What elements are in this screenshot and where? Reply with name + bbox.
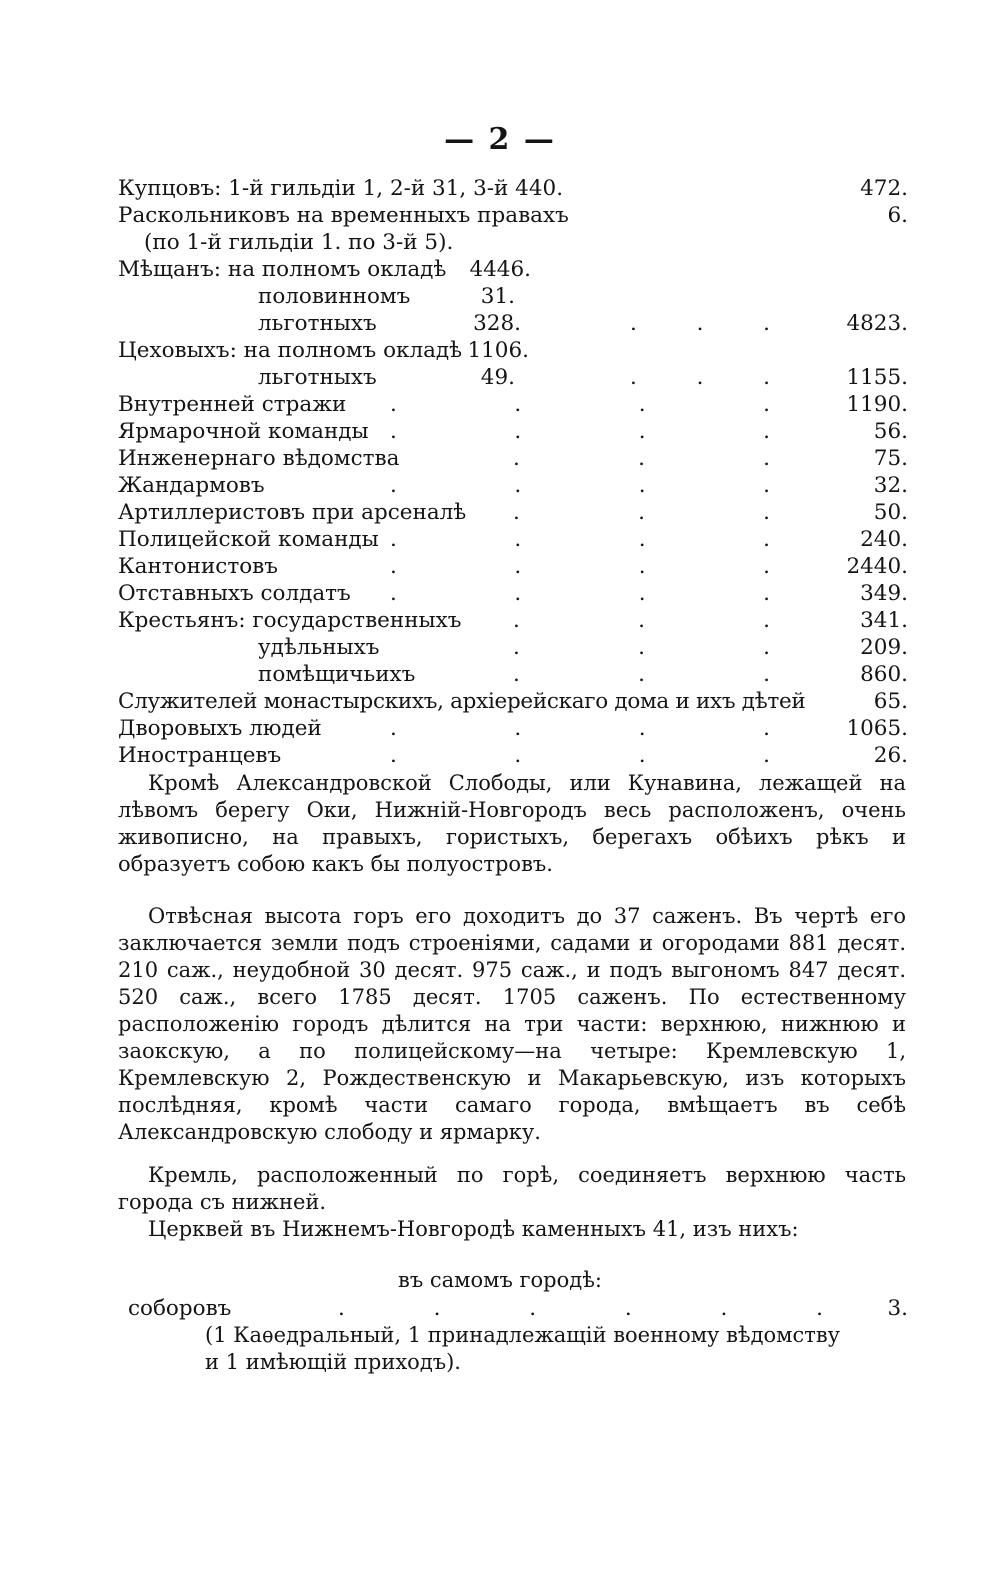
table-row (118, 202, 908, 229)
table-row (118, 256, 908, 283)
row-label: Артиллеристовъ при арсеналѣ (118, 500, 467, 525)
row-subvalue: 1106. (467, 338, 529, 363)
table-row: льготныхъ 49. . . . 1155. (258, 365, 908, 390)
row-label: Полицейской команды (118, 527, 379, 552)
row-label: льготныхъ (258, 365, 377, 390)
row-label: Служителей монастырскихъ, архіерейскаго дома и ихъ дѣтей (118, 689, 806, 714)
row-label: удѣльныхъ (258, 635, 380, 660)
table-row (118, 688, 908, 715)
row-value: 65. (873, 689, 908, 714)
row-label: Раскольниковъ на временныхъ правахъ (118, 203, 569, 228)
row-subvalue: 328. (473, 311, 521, 336)
table-row: удѣльныхъ . . . 209. (258, 635, 908, 660)
row-value: 240. (860, 527, 908, 552)
table-row: Дворовыхъ людей . . . . 1065. (118, 716, 908, 741)
row-value: 2440. (846, 554, 908, 579)
row-label: половинномъ (258, 284, 411, 309)
row-value: 860. (860, 662, 908, 687)
table-row: Полицейской команды . . . . 240. (118, 527, 908, 552)
table-row: Иностранцевъ . . . . 26. (118, 743, 908, 768)
cathedrals-note: (1 Каѳедральный, 1 принадлежащій военному вѣдомству и 1 имѣющій приходъ). (205, 1323, 841, 1374)
table-row: Инженернаго вѣдомства . . . 75. (118, 446, 908, 471)
page-number: — 2 — (444, 122, 556, 157)
paragraph-location: Кромѣ Александровской Слободы, или Кунавина, лежащей на лѣвомъ берегу Оки, Нижній-Новгородъ весь расположенъ, очень живописно, на правыхъ, гористыхъ, берегахъ обѣихъ рѣкъ и образуетъ собою какъ бы полуостровъ. (118, 771, 906, 876)
row-value: 472. (860, 176, 908, 201)
paragraph-churches: Церквей въ Нижнемъ-Новгородѣ каменныхъ 41, изъ нихъ: (148, 1217, 799, 1241)
row-value: 1065. (846, 716, 908, 741)
row-value: 26. (873, 743, 908, 768)
row-label: льготныхъ (258, 311, 377, 336)
row-value: 349. (860, 581, 908, 606)
table-row (118, 229, 908, 256)
row-subvalue: 4446. (469, 257, 531, 282)
row-value: 3. (887, 1296, 908, 1321)
row-label: Иностранцевъ (118, 743, 282, 768)
table-row: Ярмарочной команды . . . . 56. (118, 419, 908, 444)
row-label: Отставныхъ солдатъ (118, 581, 351, 606)
row-value: 4823. (846, 311, 908, 336)
row-label: Инженернаго вѣдомства (118, 446, 400, 471)
table-row: Кантонистовъ . . . . 2440. (118, 554, 908, 579)
row-label: Цеховыхъ: на полномъ окладѣ (118, 338, 463, 363)
row-label: Жандармовъ (118, 473, 265, 498)
row-label: Кантонистовъ (118, 554, 278, 579)
row-value: 75. (873, 446, 908, 471)
table-row: Внутренней стражи . . . . 1190. (118, 392, 908, 417)
row-label: соборовъ (128, 1296, 232, 1321)
row-value: 341. (860, 608, 908, 633)
table-row: Артиллеристовъ при арсеналѣ . . . 50. (118, 500, 908, 525)
row-value: 1190. (846, 392, 908, 417)
row-label: Мѣщанъ: на полномъ окладѣ (118, 257, 447, 282)
row-label: Крестьянъ: государственныхъ (118, 608, 462, 633)
table-row (118, 283, 908, 310)
section-heading: въ самомъ городѣ: (398, 1268, 602, 1292)
row-subvalue: 49. (480, 365, 515, 390)
row-value: 1155. (846, 365, 908, 390)
row-label: Купцовъ: 1-й гильдіи 1, 2-й 31, 3-й 440. (118, 176, 564, 201)
row-label: Ярмарочной команды (118, 419, 369, 444)
row-subvalue: 31. (480, 284, 515, 309)
table-row (118, 337, 908, 364)
row-value: 6. (887, 203, 908, 228)
row-value: 50. (873, 500, 908, 525)
table-row: Отставныхъ солдатъ . . . . 349. (118, 581, 908, 606)
row-value: 209. (860, 635, 908, 660)
row-value: 56. (873, 419, 908, 444)
table-row: льготныхъ 328. . . . 4823. (258, 311, 908, 336)
table-row: Крестьянъ: государственныхъ . . . 341. (118, 608, 908, 633)
table-row (118, 175, 908, 202)
table-row: помѣщичьихъ . . . 860. (258, 662, 908, 687)
paragraph-kremlin: Кремль, расположенный по горѣ, соединяетъ верхнюю часть города съ нижней. (118, 1163, 906, 1214)
paragraph-territory: Отвѣсная высота горъ его доходитъ до 37 саженъ. Въ чертѣ его заключается земли подъ строеніями, садами и огородами 881 десят. 210 саж., неудобной 30 десят. 975 саж., и подъ выгономъ 847 десят. 520 саж., всего 1785 десят. 1705 саженъ. По естественному расположенію городъ дѣлится на три части: верхнюю, нижнюю и заокскую, а по полицейскому—на четыре: Кремлевскую 1, Кремлевскую 2, Рождественскую и Макарьевскую, изъ которыхъ послѣдняя, кромѣ части самаго города, вмѣщаетъ въ себѣ Александровскую слободу и ярмарку. (118, 904, 906, 1144)
row-value: 32. (873, 473, 908, 498)
row-label: Внутренней стражи (118, 392, 347, 417)
table-row: Жандармовъ . . . . 32. (118, 473, 908, 498)
row-label: (по 1-й гильдіи 1. по 3-й 5). (144, 230, 454, 255)
row-label: Дворовыхъ людей (118, 716, 322, 741)
row-label: помѣщичьихъ (258, 662, 416, 687)
table-row: соборовъ . . . . . . 3. (128, 1296, 908, 1321)
population-table (118, 175, 908, 769)
